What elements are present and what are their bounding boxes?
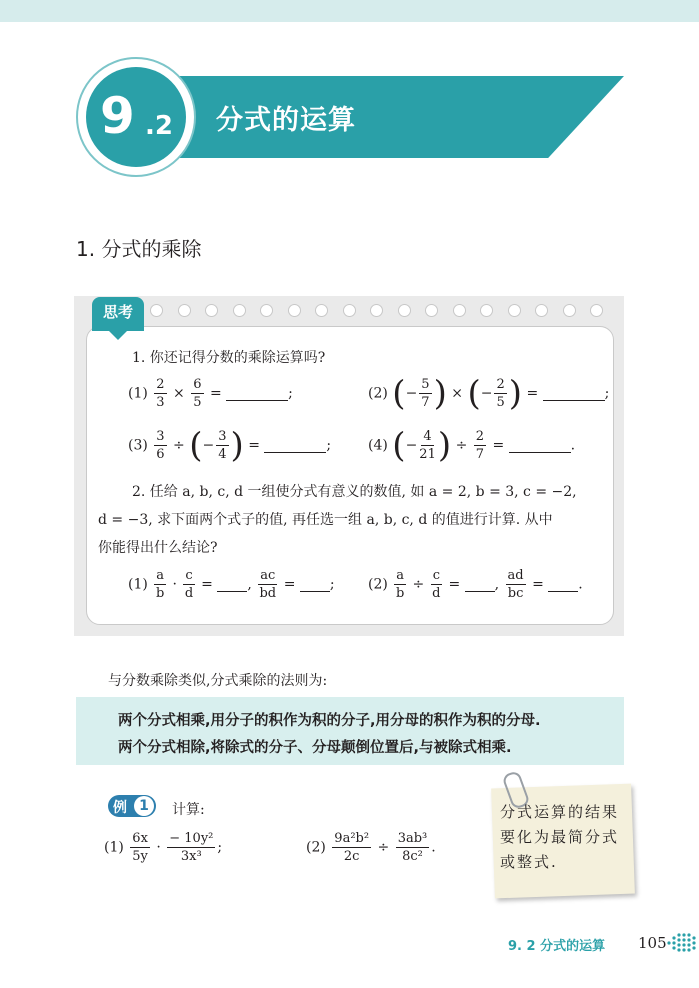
punctuation: .	[431, 839, 436, 856]
answer-blank[interactable]	[217, 577, 247, 592]
answer-blank[interactable]	[226, 386, 288, 401]
fraction: $\frac{ac}{bd}$	[259, 568, 277, 601]
equals-sign: =	[492, 437, 505, 454]
question-2-line-3: 你能得出什么结论?	[98, 540, 218, 556]
example-number: 1	[134, 796, 154, 816]
notebook-hole	[535, 304, 548, 317]
section-number-major: 9	[100, 87, 135, 145]
example-label: 计算:	[172, 802, 205, 818]
question-1: 1. 你还记得分数的乘除运算吗?	[132, 350, 326, 366]
section-title: 分式的运算	[216, 105, 356, 136]
fraction: $\frac{5}{7}$	[421, 377, 430, 410]
fraction: $\frac{\text{− 10y²}}{\text{3x³}}$	[169, 831, 214, 864]
question-2-line-1: 2. 任给 a, b, c, d 一组使分式有意义的数值, 如 a = 2, b = 3, c = −2,	[132, 484, 577, 500]
operator: ×	[173, 385, 185, 402]
notebook-hole	[233, 304, 246, 317]
page-number: 105	[638, 934, 667, 952]
notebook-hole	[343, 304, 356, 317]
operator: ×	[451, 385, 464, 402]
example-part-2	[306, 830, 436, 865]
q2-item-1: (1) $\frac{a}{b}$ · $\frac{c}{d}$ = , $\frac{ac}{bd}$ = ;	[128, 568, 335, 601]
notebook-hole	[315, 304, 328, 317]
top-band	[0, 0, 699, 22]
fraction: $\frac{a}{b}$	[396, 568, 405, 601]
answer-blank[interactable]	[509, 438, 571, 453]
operator: ÷	[455, 437, 468, 454]
notebook-hole	[288, 304, 301, 317]
notebook-hole	[370, 304, 383, 317]
sticky-note-text: 分式运算的结果要化为最简分式或整式.	[500, 803, 620, 871]
notebook-holes	[150, 304, 610, 318]
punctuation: ;	[217, 839, 223, 856]
notebook-hole	[563, 304, 576, 317]
notebook-hole	[398, 304, 411, 317]
answer-blank[interactable]	[300, 577, 330, 592]
punctuation: ;	[288, 385, 293, 402]
notebook-hole	[480, 304, 493, 317]
fraction: $\frac{2}{3}$	[156, 377, 165, 410]
q1-item-4: (4) (− $\frac{4}{21}$ ) ÷ $\frac{2}{7}$ = .	[368, 425, 576, 466]
fraction: $\frac{3}{4}$	[218, 429, 227, 462]
notebook-hole	[205, 304, 218, 317]
answer-blank[interactable]	[465, 577, 495, 592]
operator: ÷	[377, 839, 390, 856]
fraction: $\frac{ad}{bc}$	[507, 568, 524, 601]
rule-divide: 两个分式相除,将除式的分子、分母颠倒位置后,与被除式相乘.	[118, 740, 512, 756]
item-label: (1)	[104, 839, 124, 856]
fraction: $\frac{c}{d}$	[184, 568, 194, 601]
operator: ·	[172, 576, 177, 593]
answer-blank[interactable]	[264, 438, 326, 453]
equals-sign: =	[248, 437, 260, 454]
think-tag: 思考	[92, 297, 144, 331]
item-label: (2)	[306, 839, 326, 856]
subsection-heading: 1. 分式的乘除	[76, 237, 202, 261]
punctuation: .	[570, 437, 576, 454]
operator: ·	[156, 839, 161, 856]
notebook-hole	[453, 304, 466, 317]
section-number-minor: .2	[145, 111, 173, 141]
fraction: $\frac{2}{5}$	[496, 377, 505, 410]
item-label: (1)	[128, 385, 148, 402]
item-label: (4)	[368, 437, 388, 454]
equals-sign: =	[209, 385, 222, 402]
notebook-hole	[260, 304, 273, 317]
q1-item-2: (2) (− $\frac{5}{7}$ ) × (− $\frac{2}{5}$ ) = ;	[368, 373, 610, 414]
item-label: (1)	[128, 576, 148, 593]
notebook-hole	[178, 304, 191, 317]
example-word: 例	[113, 800, 127, 816]
q2-item-2: (2) $\frac{a}{b}$ ÷ $\frac{c}{d}$ = , $\frac{ad}{bc}$ = .	[368, 568, 583, 601]
answer-blank[interactable]	[548, 577, 578, 592]
notebook-hole	[425, 304, 438, 317]
rule-intro: 与分数乘除类似,分式乘除的法则为:	[108, 673, 328, 689]
fraction: $\frac{6x}{5y}$	[132, 831, 148, 864]
q1-item-3: (3) $\frac{3}{6}$ ÷ (− $\frac{3}{4}$ ) = ;	[128, 425, 332, 466]
answer-blank[interactable]	[543, 386, 605, 401]
notebook-hole	[508, 304, 521, 317]
fraction: $\frac{\text{9a²b²}}{2c}$	[334, 831, 370, 864]
operator: ÷	[173, 437, 185, 454]
fraction: $\frac{3}{6}$	[156, 429, 165, 462]
question-2-line-2: d = −3, 求下面两个式子的值, 再任选一组 a, b, c, d 的值进行计算. 从中	[98, 512, 553, 528]
decorative-dots-icon	[666, 933, 696, 953]
equals-sign: =	[526, 385, 539, 402]
item-label: (3)	[128, 437, 148, 454]
fraction: $\frac{4}{21}$	[419, 429, 436, 462]
footer-section-title: 9. 2 分式的运算	[508, 939, 606, 954]
rule-multiply: 两个分式相乘,用分子的积作为积的分子,用分母的积作为积的分母.	[118, 713, 541, 729]
punctuation: ;	[326, 437, 332, 454]
operator: ÷	[412, 576, 425, 593]
example-part-1	[104, 830, 222, 865]
fraction: $\frac{6}{5}$	[193, 377, 202, 410]
q1-item-1	[128, 376, 293, 411]
item-label: (2)	[368, 385, 388, 402]
fraction: $\frac{a}{b}$	[156, 568, 165, 601]
notebook-hole	[150, 304, 163, 317]
item-label: (2)	[368, 576, 388, 593]
fraction: $\frac{2}{7}$	[475, 429, 485, 462]
punctuation: ;	[604, 385, 610, 402]
fraction: $\frac{c}{d}$	[432, 568, 441, 601]
fraction: $\frac{\text{3ab³}}{\text{8c²}}$	[397, 831, 428, 864]
notebook-hole	[590, 304, 603, 317]
